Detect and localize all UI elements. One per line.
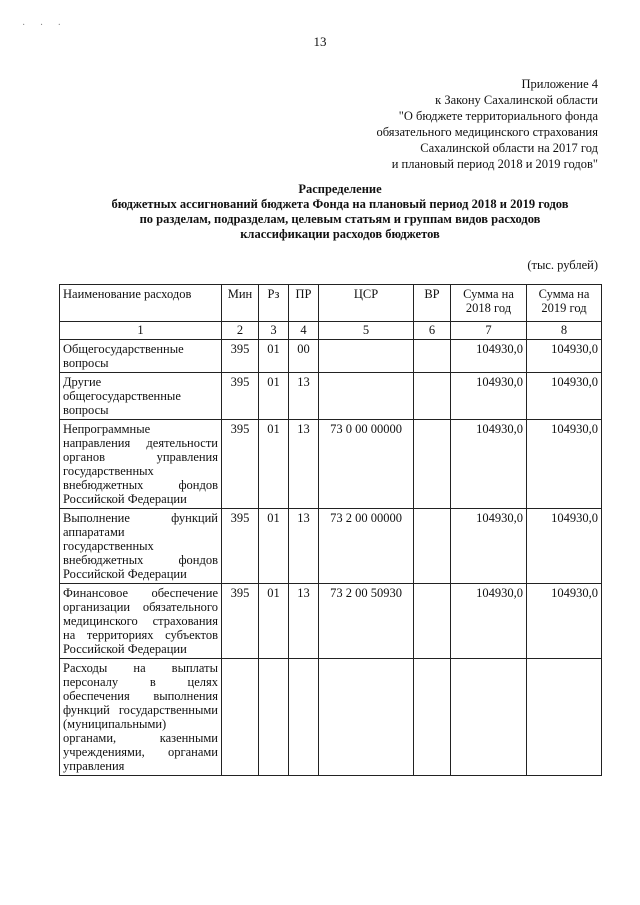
appendix-line: и плановый период 2018 и 2019 годов" bbox=[391, 157, 598, 171]
row-name: Другие общегосударственные вопросы bbox=[60, 373, 222, 420]
row-csr bbox=[319, 373, 414, 420]
header-min: Мин bbox=[222, 285, 259, 322]
row-sum-2019: 104930,0 bbox=[527, 420, 602, 509]
col-number: 5 bbox=[319, 322, 414, 340]
units-label: (тыс. рублей) bbox=[527, 258, 598, 272]
row-vr bbox=[414, 340, 451, 373]
row-pr: 13 bbox=[289, 420, 319, 509]
appendix-line: Приложение 4 bbox=[521, 77, 598, 91]
appendix-line: обязательного медицинского страхования bbox=[376, 125, 598, 139]
title-line: бюджетных ассигнований бюджета Фонда на плановый период 2018 и 2019 годов bbox=[111, 197, 569, 211]
row-csr: 73 0 00 00000 bbox=[319, 420, 414, 509]
appendix-line: к Закону Сахалинской области bbox=[435, 93, 598, 107]
table-row bbox=[60, 420, 602, 509]
row-sum-2019: 104930,0 bbox=[527, 373, 602, 420]
col-number: 1 bbox=[60, 322, 222, 340]
row-pr: 00 bbox=[289, 340, 319, 373]
row-sum-2018 bbox=[451, 659, 527, 776]
row-sum-2018: 104930,0 bbox=[451, 373, 527, 420]
row-sum-2019: 104930,0 bbox=[527, 509, 602, 584]
col-number: 3 bbox=[259, 322, 289, 340]
row-pr: 13 bbox=[289, 373, 319, 420]
row-sum-2018: 104930,0 bbox=[451, 340, 527, 373]
appendix-reference bbox=[376, 76, 598, 172]
table-row bbox=[60, 509, 602, 584]
row-min: 395 bbox=[222, 373, 259, 420]
row-min bbox=[222, 659, 259, 776]
row-vr bbox=[414, 659, 451, 776]
table-row bbox=[60, 584, 602, 659]
row-vr bbox=[414, 373, 451, 420]
row-rz: 01 bbox=[259, 420, 289, 509]
row-pr: 13 bbox=[289, 509, 319, 584]
row-rz: 01 bbox=[259, 584, 289, 659]
header-sum-2018: Сумма на 2018 год bbox=[451, 285, 527, 322]
row-rz: 01 bbox=[259, 509, 289, 584]
row-sum-2019 bbox=[527, 659, 602, 776]
row-min: 395 bbox=[222, 340, 259, 373]
row-csr: 73 2 00 50930 bbox=[319, 584, 414, 659]
table-row bbox=[60, 373, 602, 420]
appendix-line: "О бюджете территориального фонда bbox=[398, 109, 598, 123]
document-title bbox=[60, 182, 620, 242]
row-sum-2019: 104930,0 bbox=[527, 584, 602, 659]
row-name: Выполнение функций аппаратами государственных внебюджетных фондов Российской Федерации bbox=[60, 509, 222, 584]
row-csr bbox=[319, 340, 414, 373]
header-pr: ПР bbox=[289, 285, 319, 322]
col-number: 7 bbox=[451, 322, 527, 340]
header-csr: ЦСР bbox=[319, 285, 414, 322]
col-number: 2 bbox=[222, 322, 259, 340]
col-number: 4 bbox=[289, 322, 319, 340]
table-row bbox=[60, 340, 602, 373]
title-line: по разделам, подразделам, целевым статьям и группам видов расходов bbox=[139, 212, 541, 226]
col-number: 6 bbox=[414, 322, 451, 340]
table-row bbox=[60, 659, 602, 776]
page-number: 13 bbox=[313, 34, 327, 49]
row-name: Расходы на выплаты персоналу в целях обеспечения выполнения функций государственными (муниципальными) органами, казенными учреждениями, органами управления bbox=[60, 659, 222, 776]
header-vr: ВР bbox=[414, 285, 451, 322]
row-vr bbox=[414, 584, 451, 659]
header-name: Наименование расходов bbox=[60, 285, 222, 322]
row-rz bbox=[259, 659, 289, 776]
header-rz: Рз bbox=[259, 285, 289, 322]
row-min: 395 bbox=[222, 584, 259, 659]
col-number: 8 bbox=[527, 322, 602, 340]
row-name: Непрограммные направления деятельности органов управления государственных внебюджетных фондов Российской Федерации bbox=[60, 420, 222, 509]
title-line: Распределение bbox=[298, 182, 382, 196]
scan-specks: · · · bbox=[22, 20, 67, 31]
header-sum-2019: Сумма на 2019 год bbox=[527, 285, 602, 322]
row-sum-2018: 104930,0 bbox=[451, 509, 527, 584]
row-min: 395 bbox=[222, 420, 259, 509]
row-vr bbox=[414, 420, 451, 509]
row-rz: 01 bbox=[259, 373, 289, 420]
row-csr bbox=[319, 659, 414, 776]
appendix-line: Сахалинской области на 2017 год bbox=[420, 141, 598, 155]
row-sum-2018: 104930,0 bbox=[451, 420, 527, 509]
column-number-row bbox=[60, 322, 602, 340]
table-header-row bbox=[60, 285, 602, 322]
row-name: Финансовое обеспечение организации обязательного медицинского страхования на территориях субъектов Российской Федерации bbox=[60, 584, 222, 659]
row-sum-2018: 104930,0 bbox=[451, 584, 527, 659]
row-csr: 73 2 00 00000 bbox=[319, 509, 414, 584]
row-sum-2019: 104930,0 bbox=[527, 340, 602, 373]
row-pr bbox=[289, 659, 319, 776]
row-name: Общегосударственные вопросы bbox=[60, 340, 222, 373]
budget-table bbox=[59, 284, 602, 776]
row-vr bbox=[414, 509, 451, 584]
row-min: 395 bbox=[222, 509, 259, 584]
title-line: классификации расходов бюджетов bbox=[240, 227, 440, 241]
row-rz: 01 bbox=[259, 340, 289, 373]
row-pr: 13 bbox=[289, 584, 319, 659]
